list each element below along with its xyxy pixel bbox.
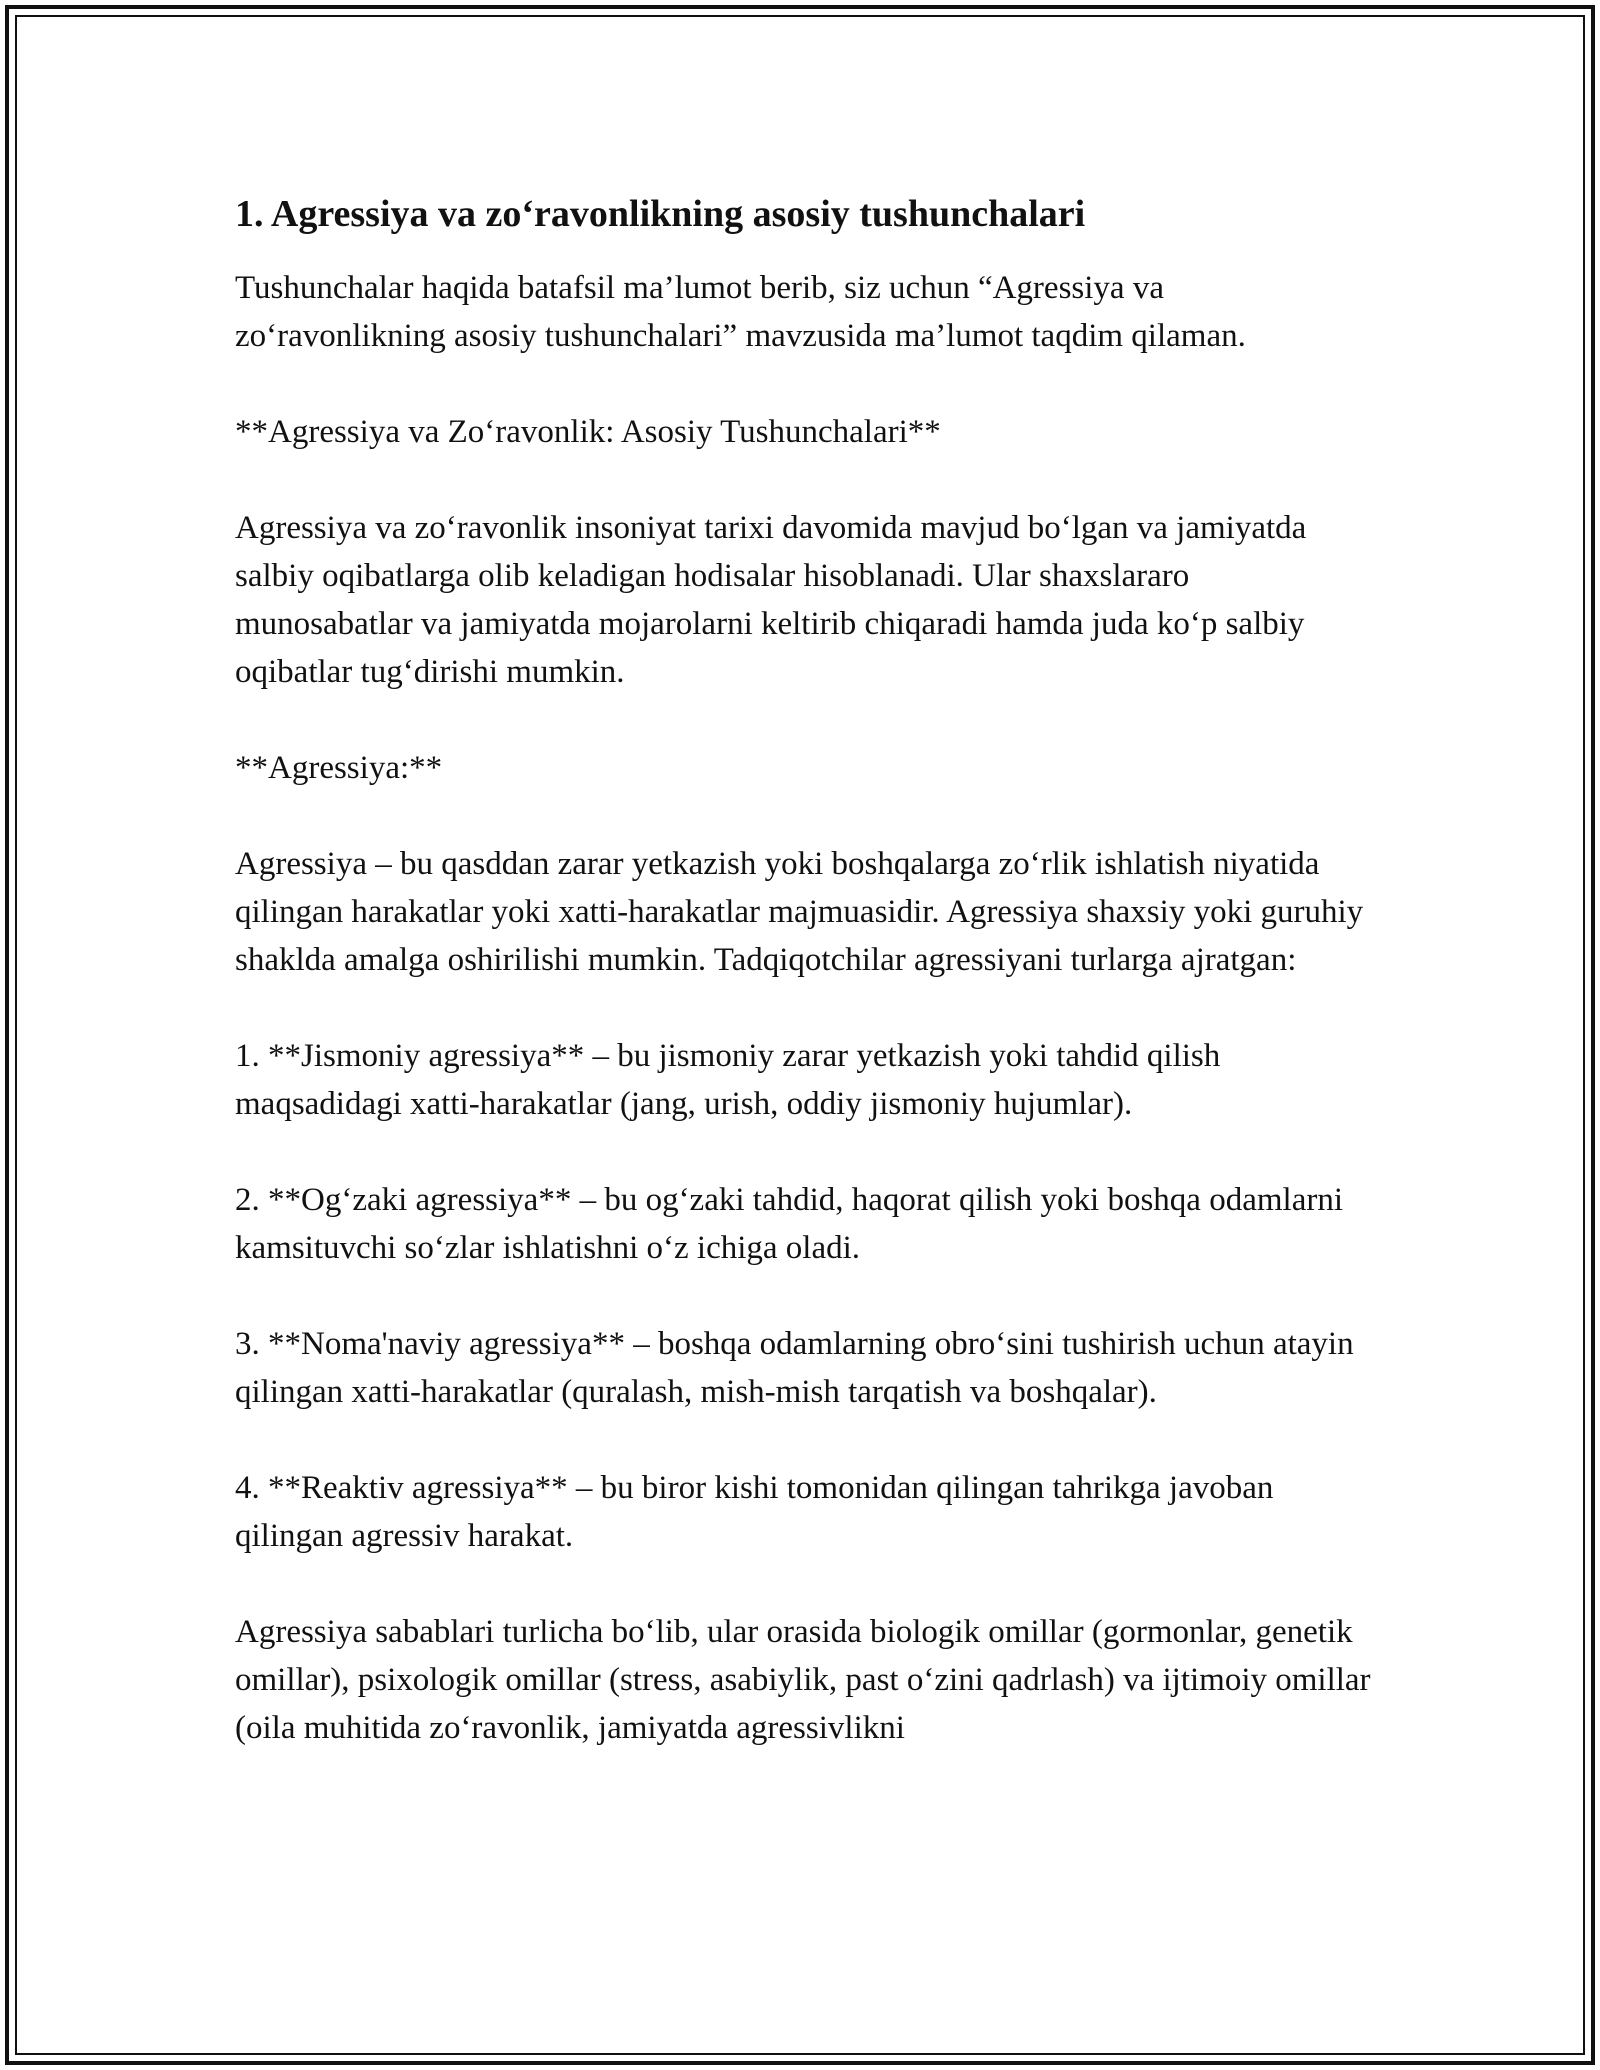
- section-heading-text: **Agressiya va Zo‘ravonlik: Asosiy Tushunchalari**: [235, 414, 941, 450]
- list-item-ogzaki: 2. **Og‘zaki agressiya** – bu og‘zaki tahdid, haqorat qilish yoki boshqa odamlarni kamsituvchi so‘zlar ishlatishni o‘z ichiga oladi.: [235, 1182, 1343, 1266]
- causes-paragraph: Agressiya sabablari turlicha bo‘lib, ular orasida biologik omillar (gormonlar, genetik omillar), psixologik omillar (stress, asabiylik, past o‘zini qadrlash) va ijtimoiy omillar (oila muhitida zo‘ravonlik, jamiyatda agressivlikni: [235, 1614, 1371, 1746]
- list-item-nomanaviy: 3. **Noma'naviy agressiya** – boshqa odamlarning obro‘sini tushirish uchun atayin qilingan xatti-harakatlar (quralash, mish-mish tarqatish va boshqalar).: [235, 1326, 1354, 1410]
- intro-paragraph: Tushunchalar haqida batafsil ma’lumot berib, siz uchun “Agressiya va zo‘ravonlikning asosiy tushunchalari” mavzusida ma’lumot taqdim qilaman.: [235, 270, 1246, 354]
- list-item-jismoniy: 1. **Jismoniy agressiya** – bu jismoniy zarar yetkazish yoki tahdid qilish maqsadidagi xatti-harakatlar (jang, urish, oddiy jismoniy hujumlar).: [235, 1038, 1221, 1122]
- agressiya-definition-paragraph: Agressiya – bu qasddan zarar yetkazish yoki boshqalarga zo‘rlik ishlatish niyatida qilingan harakatlar yoki xatti-harakatlar majmuasidir. Agressiya shaxsiy yoki guruhiy shaklda amalga oshirilishi mumkin. Tadqiqotchilar agressiyani turlarga ajratgan:: [235, 846, 1364, 978]
- overview-paragraph: Agressiya va zo‘ravonlik insoniyat tarixi davomida mavjud bo‘lgan va jamiyatda salbiy oqibatlarga olib keladigan hodisalar hisoblanadi. Ular shaxslararo munosabatlar va jamiyatda mojarolarni keltirib chiqaradi hamda juda ko‘p salbiy oqibatlar tug‘dirishi mumkin.: [235, 510, 1307, 690]
- list-item-reaktiv: 4. **Reaktiv agressiya** – bu biror kishi tomonidan qilingan tahrikga javoban qilingan agressiv harakat.: [235, 1470, 1274, 1554]
- document-title: 1. Agressiya va zo‘ravonlikning asosiy tushunchalari: [235, 193, 1086, 235]
- document-body: [235, 188, 1375, 1800]
- agressiya-heading-text: **Agressiya:**: [235, 750, 443, 786]
